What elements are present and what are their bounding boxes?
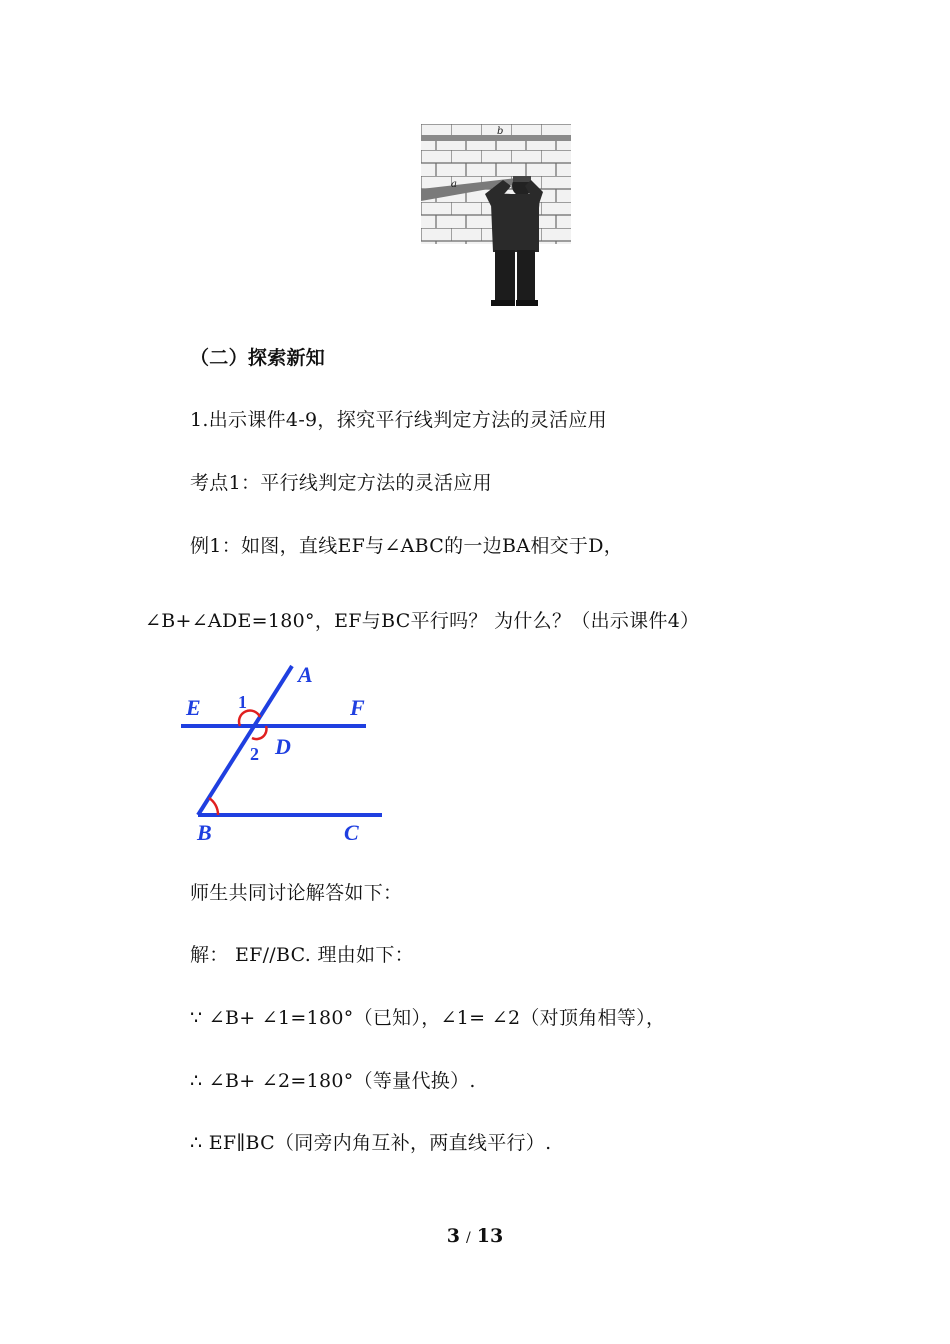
label-e-point: E [186, 695, 201, 720]
label-a: a [451, 179, 457, 190]
proof-step-1: ∵ ∠B+ ∠1=180°（已知），∠1= ∠2（对顶角相等）， [190, 1007, 666, 1029]
proof-step-2: ∴ ∠B+ ∠2=180°（等量代换）. [190, 1070, 476, 1092]
paragraph-question: ∠B+∠ADE=180°，EF与BC平行吗？ 为什么？（出示课件4） [145, 610, 700, 632]
label-angle-2: 2 [250, 744, 259, 764]
angle-b-arc [209, 798, 218, 815]
paragraph-courseware: 1.出示课件4-9，探究平行线判定方法的灵活应用 [190, 409, 607, 431]
label-d-point: D [275, 734, 291, 759]
parallel-lines-figure [176, 660, 396, 850]
pole-b [421, 135, 571, 141]
label-a-point: A [298, 662, 313, 687]
label-c-point: C [344, 820, 359, 845]
paragraph-discussion: 师生共同讨论解答如下： [190, 882, 403, 904]
person-figure [485, 176, 543, 306]
label-b-point: B [197, 820, 212, 845]
paragraph-example: 例1：如图，直线EF与∠ABC的一边BA相交于D， [190, 535, 624, 557]
paragraph-key-point: 考点1：平行线判定方法的灵活应用 [190, 472, 492, 494]
paragraph-solution: 解： EF//BC. 理由如下： [190, 944, 414, 966]
section-heading: （二）探索新知 [190, 347, 326, 369]
label-angle-1: 1 [238, 692, 247, 712]
total-pages: 13 [476, 1225, 504, 1247]
proof-step-3: ∴ EF∥BC（同旁内角互补，两直线平行）. [190, 1132, 552, 1154]
label-f-point: F [350, 695, 365, 720]
current-page: 3 [446, 1225, 461, 1247]
label-b: b [497, 126, 504, 137]
brick-wall-photo [421, 124, 571, 309]
page-number [0, 1223, 950, 1251]
page-separator: / [466, 1230, 471, 1246]
